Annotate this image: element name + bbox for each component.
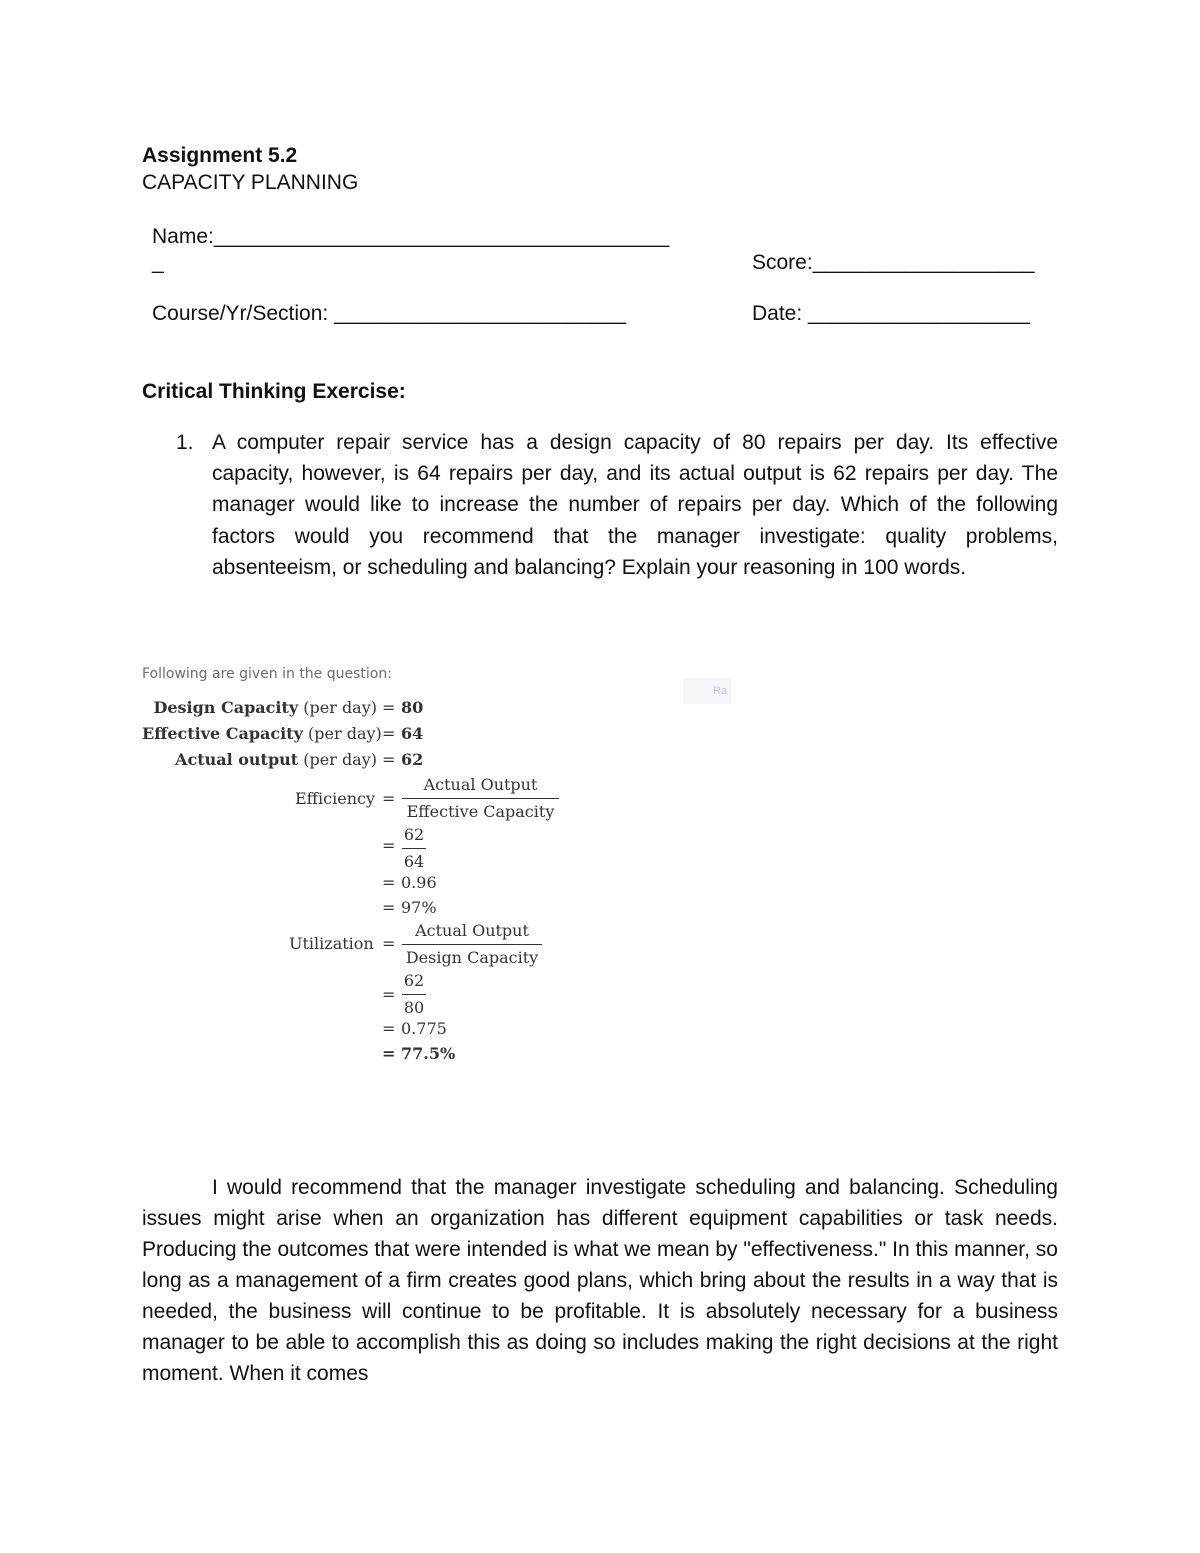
efficiency-value-fraction bbox=[402, 824, 426, 873]
given-value: 80 bbox=[401, 698, 424, 717]
equals-sign: = bbox=[382, 873, 396, 892]
fraction-numerator: Actual Output bbox=[423, 775, 538, 794]
answer-text: I would recommend that the manager investigate scheduling and balancing. Scheduling issues might arise when an organization has different equipment capabilities or task needs. Producing the outcomes that were intended is what we mean by "effectiveness." In this manner, so long as a management of a firm creates good plans, which bring about the results in a way that is needed, the business will continue to be profitable. It is absolutely necessary for a business manager to be able to accomplish this as doing so includes making the right decisions at the right moment. When it comes bbox=[142, 1176, 1058, 1385]
utilization-percent: 77.5% bbox=[401, 1044, 456, 1063]
equals-sign: = bbox=[382, 985, 396, 1004]
equals-sign: = bbox=[382, 836, 396, 855]
question-number: 1. bbox=[176, 431, 194, 454]
assignment-title: Assignment 5.2 bbox=[142, 144, 298, 167]
efficiency-formula-fraction bbox=[402, 774, 559, 823]
score-field[interactable]: Score:___________________ bbox=[752, 251, 1035, 274]
utilization-op: = bbox=[382, 934, 396, 953]
fraction-bar bbox=[402, 798, 559, 799]
utilization-decimal: 0.775 bbox=[401, 1019, 447, 1038]
fraction-numerator: Actual Output bbox=[415, 921, 529, 940]
fraction-bar bbox=[402, 944, 542, 945]
given-label: Actual output (per day) bbox=[175, 750, 377, 769]
given-op: = bbox=[382, 698, 396, 717]
subject-title: CAPACITY PLANNING bbox=[142, 171, 359, 194]
utilization-formula-fraction bbox=[402, 920, 542, 969]
date-field[interactable]: Date: ___________________ bbox=[752, 302, 1030, 325]
given-label: Design Capacity (per day) bbox=[153, 698, 377, 717]
name-field-overflow: _ bbox=[152, 251, 164, 274]
equals-sign: = bbox=[382, 898, 396, 917]
efficiency-decimal: 0.96 bbox=[401, 873, 437, 892]
given-label: Effective Capacity (per day) bbox=[142, 724, 382, 743]
utilization-value-fraction bbox=[402, 970, 426, 1019]
fraction-denominator: 64 bbox=[403, 852, 425, 871]
fraction-bar bbox=[402, 994, 426, 995]
given-op: = bbox=[382, 724, 396, 743]
fraction-denominator: 80 bbox=[403, 998, 425, 1017]
fraction-numerator: 62 bbox=[403, 825, 425, 844]
fraction-numerator: 62 bbox=[403, 971, 425, 990]
given-value: 64 bbox=[401, 724, 424, 743]
efficiency-label: Efficiency bbox=[295, 789, 376, 808]
equals-sign: = bbox=[382, 1019, 396, 1038]
question-text: A computer repair service has a design capacity of 80 repairs per day. Its effective capacity, however, is 64 repairs per day, and its actual output is 62 repairs per day. The manager would like to increase the number of repairs per day. Which of the following factors would you recommend that the manager investigate: quality problems, absenteeism, or scheduling and balancing? Explain your reasoning in 100 words. bbox=[212, 431, 1058, 579]
given-value: 62 bbox=[401, 750, 424, 769]
given-op: = bbox=[382, 750, 396, 769]
solution-caption: Following are given in the question: bbox=[142, 666, 392, 682]
fraction-denominator: Design Capacity bbox=[405, 948, 539, 967]
utilization-label: Utilization bbox=[289, 934, 374, 953]
course-field[interactable]: Course/Yr/Section: _________________________ bbox=[152, 302, 627, 325]
faded-chip: Ra bbox=[683, 678, 731, 704]
exercise-heading: Critical Thinking Exercise: bbox=[142, 380, 406, 403]
name-field[interactable]: Name:_______________________________________ bbox=[152, 225, 670, 248]
fraction-denominator: Effective Capacity bbox=[406, 802, 555, 821]
equals-sign: = bbox=[382, 1044, 396, 1063]
efficiency-op: = bbox=[382, 789, 396, 808]
efficiency-percent: 97% bbox=[401, 898, 437, 917]
fraction-bar bbox=[402, 848, 426, 849]
